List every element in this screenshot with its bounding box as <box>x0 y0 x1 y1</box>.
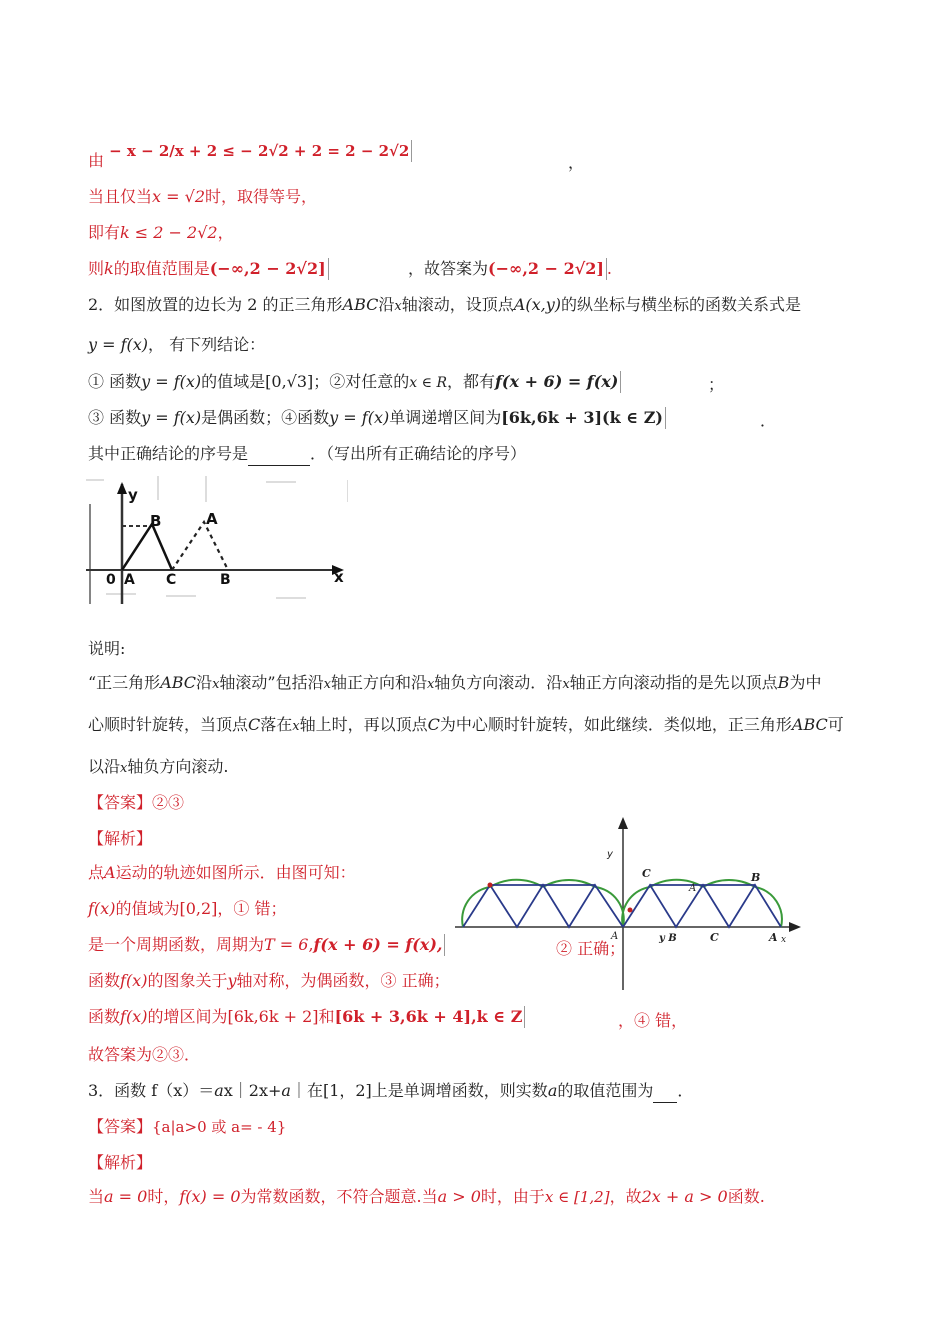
fig1-label-b2: B <box>220 572 231 588</box>
q2-ask <box>88 443 526 466</box>
q3-stem <box>88 1080 693 1103</box>
note2-x: x <box>292 719 300 734</box>
ans2-l2-fx: f(x) <box>88 899 116 918</box>
ans2-line6: 故答案为②③． <box>88 1045 201 1064</box>
q2-fx-line <box>88 334 265 356</box>
note1-a: “正三角形 <box>88 673 161 692</box>
ans2-line4 <box>88 970 450 992</box>
ans2-l2-b: ，① 错； <box>217 899 287 918</box>
q2-c1-a: ① 函数 <box>88 372 142 391</box>
note2-d: 为中心顺时针旋转，如此继续．类似地，正三角形 <box>439 715 792 734</box>
note1-x3: x <box>426 677 435 692</box>
note-line-1 <box>88 672 821 696</box>
note-line-2 <box>88 714 844 738</box>
note2-c: 轴上时，再以顶点 <box>299 715 428 734</box>
q3-l1-f0: f(x) = 0 <box>179 1187 241 1206</box>
sol1-line4-range1: (−∞,2 − 2√2] <box>210 258 329 280</box>
q2-stem-b: 沿 <box>378 295 395 314</box>
q3-a2: a <box>281 1081 291 1100</box>
rolling-triangle-figure <box>86 476 348 606</box>
note1-b-vertex: B <box>777 673 790 692</box>
fig2-label-x: x <box>781 935 787 945</box>
ans2-l1-a: 点 <box>88 863 105 882</box>
q2-ask-text: 其中正确结论的序号是 <box>88 444 249 463</box>
note2-b: 落在 <box>260 715 293 734</box>
q2-c1-period: f(x + 6) = f(x) <box>495 371 621 393</box>
q3-answer-blank <box>653 1080 677 1103</box>
q2-x: x <box>394 299 402 314</box>
q3-l1-e: ，故 <box>609 1187 642 1206</box>
note1-x1: x <box>212 677 220 692</box>
fig1-label-x: x <box>334 568 344 586</box>
note2-abc: ABC <box>791 715 828 734</box>
sol1-line3-formula: k ≤ 2 − 2√2 <box>120 223 218 242</box>
q2-c3-a: ③ 函数 <box>88 408 142 427</box>
q2-stem-a: 2．如图放置的边长为 2 的正三角形 <box>88 295 343 314</box>
note1-c: 轴滚动”包括沿 <box>219 673 324 692</box>
q3-l1-ag: a > 0 <box>437 1187 481 1206</box>
ans2-l5-i2: [6k + 3,6k + 4],k ∈ Z <box>335 1006 526 1028</box>
fig1-label-a: A <box>124 572 135 588</box>
q3-l1-pos: 2x + a > 0 <box>641 1187 728 1206</box>
q3-answer-value: {a|a>0 或 a= - 4} <box>152 1118 287 1136</box>
q2-c3-c: 单调递增区间为 <box>389 408 502 427</box>
q3-stem-c: ｜在[1，2]上是单调增函数，则实数 <box>290 1081 548 1100</box>
ans2-line1 <box>88 862 356 884</box>
sol1-line4-k: k <box>104 259 114 278</box>
ans2-l4-c: 轴对称，为偶函数，③ 正确； <box>236 971 450 990</box>
sol1-line4-range2: (−∞,2 − 2√2] <box>488 258 607 280</box>
q3-stem-b: x｜2x+ <box>223 1081 282 1100</box>
sol1-prefix: 由 <box>88 151 105 170</box>
ans2-answer: 【答案】②③ <box>88 793 185 812</box>
q3-stem-a: 3．函数 f（x）＝ <box>88 1081 215 1100</box>
q3-answer <box>88 1116 286 1138</box>
note2-a: 心顺时针旋转，当顶点 <box>88 715 249 734</box>
fig1-label-c: C <box>166 572 177 588</box>
sol1-line2-prefix: 当且仅当 <box>88 187 153 206</box>
ans2-l5-a: 函数 <box>88 1007 121 1026</box>
ans2-l4-y: y <box>227 971 237 990</box>
q3-a3: a <box>547 1081 558 1100</box>
note1-x2: x <box>323 677 331 692</box>
note1-d: 轴正方向和沿 <box>330 673 427 692</box>
ans2-line2 <box>88 898 286 920</box>
q3-analysis-label: 【解析】 <box>88 1153 153 1172</box>
fig1-label-b: B <box>150 512 162 530</box>
ans2-l4-a: 函数 <box>88 971 121 990</box>
ans2-line5 <box>88 1006 525 1028</box>
q3-line1 <box>88 1186 765 1208</box>
fig2-label-c: C <box>642 867 651 880</box>
ans2-l1-b: 运动的轨迹如图所示．由图可知： <box>115 863 356 882</box>
q2-conclusion-1 <box>88 371 621 394</box>
note1-abc: ABC <box>160 673 197 692</box>
q2-c1-range: [0,√3] <box>265 372 314 391</box>
sol1-line4b <box>408 258 612 280</box>
q2-c1-fx: y = f(x) <box>141 372 202 391</box>
ans2-l5-fx: f(x) <box>120 1007 148 1026</box>
q3-l1-c: 为常数函数，不符合题意.当 <box>240 1187 438 1206</box>
ans2-l3-comma: , <box>308 935 314 954</box>
q2-stem-e: ， 有下列结论： <box>148 335 266 354</box>
note3-x: x <box>120 761 128 776</box>
q2-c1-d: ，都有 <box>447 372 496 391</box>
q3-l1-xin: x ∈ [1,2] <box>544 1188 610 1206</box>
ans2-l5-c: 和 <box>318 1007 335 1026</box>
q3-l1-f: 函数. <box>727 1187 765 1206</box>
ans2-l3-a: 是一个周期函数，周期为 <box>88 935 265 954</box>
ans2-analysis-label: 【解析】 <box>88 829 153 848</box>
q2-c1-xr: x ∈ R <box>409 375 447 391</box>
q3-l1-a: 当 <box>88 1187 105 1206</box>
sol1-line2 <box>88 186 317 208</box>
fig2-label-yb: y B <box>659 933 677 944</box>
fig2-label-b: B <box>751 871 761 884</box>
q2-c1-b: 的值域是 <box>201 372 266 391</box>
q2-ask-end: ．（写出所有正确结论的序号） <box>310 444 527 463</box>
sol1-line4-end: . <box>606 259 613 278</box>
ans2-l3-right: ② 正确； <box>556 939 626 958</box>
q2-fx: y = f(x) <box>88 335 149 354</box>
q2-c3-fx: y = f(x) <box>141 408 202 427</box>
q3-l1-b: 时， <box>147 1187 180 1206</box>
note1-e: 轴负方向滚动．沿 <box>434 673 563 692</box>
note2-c2: C <box>427 715 440 734</box>
q2-conclusion-3 <box>88 407 666 429</box>
sol1-line1 <box>88 140 412 170</box>
q2-c3-b: 是偶函数；④函数 <box>201 408 330 427</box>
fig1-label-o: 0 <box>106 572 116 588</box>
fig2-label-y: y <box>607 849 613 860</box>
ans2-l5-b: 的增区间为 <box>147 1007 228 1026</box>
q2-c1-c: ；②对任意的 <box>313 372 410 391</box>
sol1-line3-suffix: ， <box>217 223 234 242</box>
q2-stem-c: 轴滚动，设顶点 <box>401 295 514 314</box>
ans2-l2-range: [0,2] <box>179 899 218 918</box>
note-title: 说明: <box>88 639 126 658</box>
q3-l1-a0: a = 0 <box>104 1187 148 1206</box>
sol1-line4-mid2: ，故答案为 <box>408 259 489 278</box>
sol1-line4-prefix: 则 <box>88 259 105 278</box>
ans2-l4-fx: f(x) <box>120 971 148 990</box>
sol1-line2-formula: x = √2 <box>152 187 205 206</box>
sol1-line4 <box>88 258 329 280</box>
q3-stem-d: 的取值范围为 <box>557 1081 654 1100</box>
note3-a: 以沿 <box>88 757 121 776</box>
sol1-line4-mid: 的取值范围是 <box>113 259 210 278</box>
answer-blank <box>248 443 310 466</box>
q2-stem <box>88 294 801 318</box>
fig2-label-a: A <box>689 883 697 894</box>
note1-f: 轴正方向滚动指的是先以顶点 <box>569 673 778 692</box>
fig2-label-a3: A <box>769 931 778 944</box>
sol1-line1-end: ， <box>568 153 585 172</box>
q2-c3-fx2: y = f(x) <box>329 408 390 427</box>
note1-g: 为中 <box>789 673 822 692</box>
ans2-l1-avertex: A <box>104 863 116 882</box>
fig1-label-y: y <box>128 486 138 504</box>
q2-c3-interval: [6k,6k + 3](k ∈ Z) <box>501 407 666 429</box>
trajectory-figure <box>455 815 805 995</box>
ans2-l4-b: 的图象关于 <box>147 971 228 990</box>
sol1-line2-suffix: 时，取得等号， <box>205 187 318 206</box>
note1-x4: x <box>562 677 570 692</box>
ans2-l3-eq: f(x + 6) = f(x), <box>314 934 446 956</box>
note3-b: 轴负方向滚动. <box>127 757 229 776</box>
q3-l1-d: 时，由于 <box>480 1187 545 1206</box>
q3-answer-label: 【答案】 <box>88 1117 153 1136</box>
sol1-formula: − x − 2/x + 2 ≤ − 2√2 + 2 = 2 − 2√2 <box>109 140 412 162</box>
fig2-label-c2: C <box>710 931 719 944</box>
q2-c1-end: ； <box>708 375 725 394</box>
q2-abc: ABC <box>342 295 379 314</box>
ans2-l5-right: ，④ 错， <box>618 1011 688 1030</box>
ans2-l2-a: 的值域为 <box>115 899 180 918</box>
note-line-3 <box>88 756 228 780</box>
q3-stem-end: ． <box>677 1081 694 1100</box>
q2-axy: A(x,y) <box>513 295 561 314</box>
fig2-label-a0: A <box>611 931 619 942</box>
fig1-label-a2: A <box>206 510 218 528</box>
sol1-line3 <box>88 222 234 244</box>
q2-c3-end: ． <box>760 411 777 430</box>
q3-a1: a <box>214 1081 224 1100</box>
note1-b: 沿 <box>196 673 213 692</box>
ans2-line3 <box>88 934 445 956</box>
q2-stem-d: 的纵坐标与横坐标的函数关系式是 <box>560 295 801 314</box>
note2-e: 可 <box>827 715 844 734</box>
ans2-l3-t: T = 6 <box>264 935 309 954</box>
note2-c1: C <box>248 715 261 734</box>
ans2-l5-i1: [6k,6k + 2] <box>227 1007 319 1026</box>
sol1-line3-prefix: 即有 <box>88 223 121 242</box>
